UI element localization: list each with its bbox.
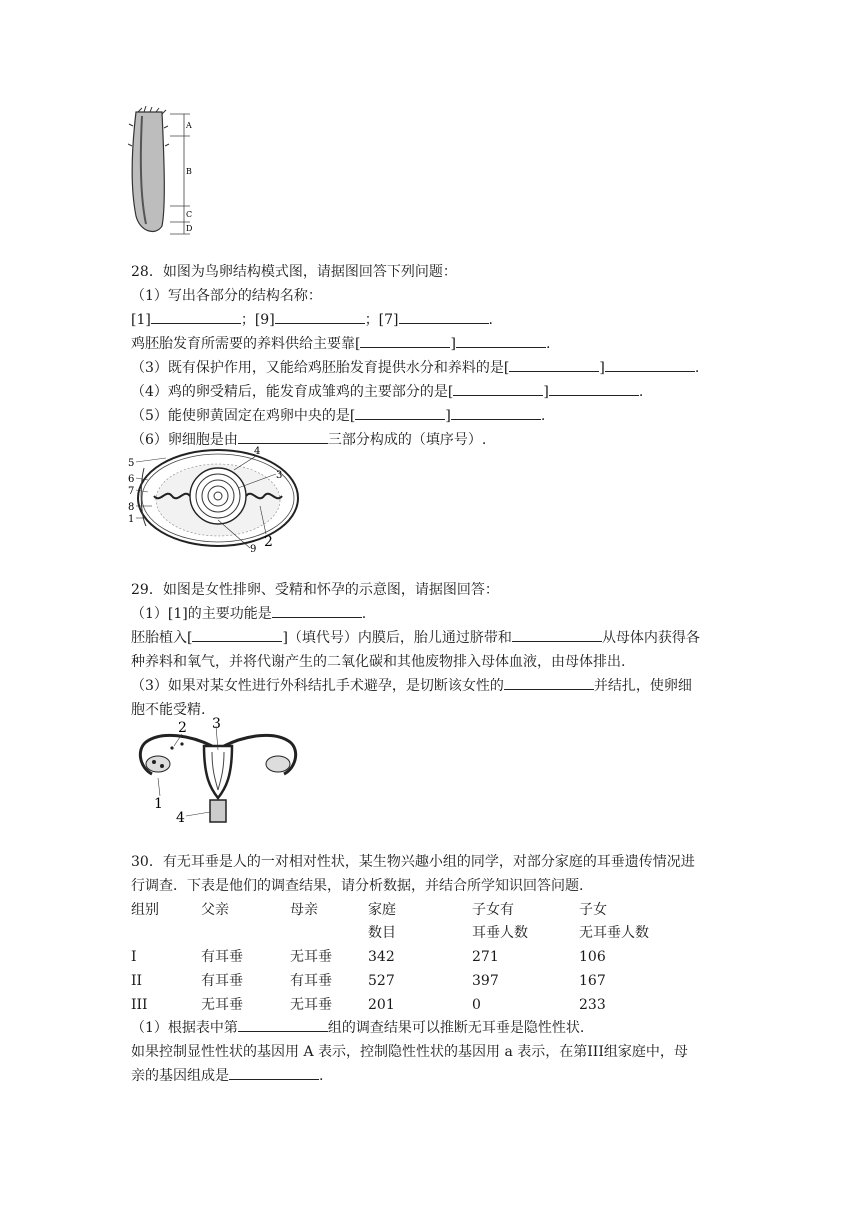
q28-title: 28．如图为鸟卵结构模式图，请据图回答下列问题：	[131, 264, 457, 280]
table-cell: 有耳垂	[290, 973, 332, 989]
answer-blank[interactable]	[399, 309, 489, 324]
label-4: 4	[254, 446, 261, 457]
label-5: 5	[128, 458, 135, 469]
answer-blank[interactable]	[151, 309, 241, 324]
answer-blank[interactable]	[355, 405, 445, 420]
answer-blank[interactable]	[272, 603, 362, 618]
table-cell: 106	[579, 949, 606, 965]
table-cell: 233	[579, 997, 606, 1013]
label-c: C	[186, 210, 193, 219]
label-7: 7	[128, 486, 135, 497]
q28-line3: 鸡胚胎发育所需要的养料供给主要靠[ ] .	[131, 333, 550, 355]
egg-yolk	[190, 468, 246, 524]
label-4: 4	[176, 810, 185, 826]
answer-blank[interactable]	[605, 357, 695, 372]
label-2: 2	[178, 720, 187, 736]
answer-blank[interactable]	[512, 627, 602, 642]
answer-blank[interactable]	[275, 309, 365, 324]
q28-line1: （1）写出各部分的结构名称：	[131, 288, 322, 304]
col-header-father: 父亲	[201, 902, 229, 918]
table-cell: 271	[472, 949, 499, 965]
q28-line6: （5）能使卵黄固定在鸡卵中央的是[ ] .	[131, 405, 545, 427]
q29-line4: （3）如果对某女性进行外科结扎手术避孕，是切断该女性的 并结扎，使卵细	[131, 675, 692, 697]
table-cell: 397	[472, 973, 499, 989]
answer-blank[interactable]	[456, 333, 546, 348]
label-6: 6	[128, 474, 135, 485]
label-1: 1	[154, 796, 163, 812]
ovary-right	[266, 756, 290, 772]
q29-line1: （1）[1]的主要功能是 .	[131, 603, 366, 625]
ovary-left	[146, 756, 170, 772]
col-header-group: 组别	[131, 902, 159, 918]
table-cell: 527	[368, 973, 395, 989]
q30-answer3: 亲的基因组成是 .	[131, 1065, 323, 1087]
answer-blank[interactable]	[504, 675, 594, 690]
table-cell: 0	[472, 997, 481, 1013]
answer-blank[interactable]	[238, 429, 328, 444]
label-8: 8	[128, 502, 135, 513]
q29-line5: 胞不能受精.	[131, 702, 206, 718]
answer-blank[interactable]	[192, 627, 282, 642]
q29-line3: 种养料和氧气，并将代谢产生的二氧化碳和其他废物排入母体血液，由母体排出.	[131, 654, 626, 670]
label-d: D	[186, 224, 193, 233]
answer-blank[interactable]	[360, 333, 450, 348]
table-cell: 201	[368, 997, 395, 1013]
col-header-families: 家庭	[368, 902, 396, 918]
col-header-with-lobe-2: 耳垂人数	[472, 925, 528, 941]
q29-line2: 胚胎植入[ ]（填代号）内膜后，胎儿通过脐带和 从母体内获得各	[131, 627, 700, 649]
label-a: A	[186, 121, 192, 130]
answer-blank[interactable]	[451, 405, 541, 420]
label-3: 3	[276, 470, 283, 481]
q30-answer2: 如果控制显性性状的基因用 A 表示，控制隐性性状的基因用 a 表示，在第III组家庭中，母	[131, 1044, 688, 1060]
table-cell: 342	[368, 949, 395, 965]
uterus	[204, 746, 232, 798]
label-9: 9	[250, 544, 257, 555]
table-cell: II	[131, 973, 143, 989]
label-3: 3	[212, 716, 221, 732]
table-cell: 无耳垂	[290, 997, 332, 1013]
label-1: 1	[128, 514, 135, 525]
q28-line2: [1] ；[9] ；[7] .	[131, 309, 493, 331]
q30-answer1: （1）根据表中第 组的调查结果可以推断无耳垂是隐性性状.	[131, 1017, 584, 1039]
answer-blank[interactable]	[509, 357, 599, 372]
table-cell: 无耳垂	[290, 949, 332, 965]
table-cell: 有耳垂	[201, 949, 243, 965]
egg-structure-figure	[126, 444, 306, 556]
q30-line1: 30．有无耳垂是人的一对相对性状，某生物兴趣小组的同学，对部分家庭的耳垂遗传情况进	[131, 854, 695, 870]
label-2: 2	[264, 534, 273, 550]
q28-line5: （4）鸡的卵受精后，能发育成雏鸡的主要部分的是[ ] .	[131, 381, 643, 403]
answer-blank[interactable]	[453, 381, 543, 396]
col-header-without-lobe-2: 无耳垂人数	[579, 925, 649, 941]
label-b: B	[186, 167, 192, 176]
q28-line7: （6）卵细胞是由 三部分构成的（填序号）.	[131, 429, 486, 451]
table-cell: III	[131, 997, 148, 1013]
root-tip-figure	[128, 106, 208, 238]
table-cell: 167	[579, 973, 606, 989]
table-cell: I	[131, 949, 137, 965]
col-header-with-lobe: 子女有	[472, 902, 514, 918]
col-header-families-2: 数目	[368, 925, 396, 941]
q28-line4: （3）既有保护作用，又能给鸡胚胎发育提供水分和养料的是[ ] .	[131, 357, 699, 379]
q30-line2: 行调查．下表是他们的调查结果，请分析数据，并结合所学知识回答问题.	[131, 878, 584, 894]
table-cell: 有耳垂	[201, 973, 243, 989]
answer-blank[interactable]	[229, 1065, 319, 1080]
table-cell: 无耳垂	[201, 997, 243, 1013]
female-reproductive-figure	[132, 716, 302, 826]
answer-blank[interactable]	[238, 1017, 328, 1032]
col-header-without-lobe: 子女	[579, 902, 607, 918]
answer-blank[interactable]	[549, 381, 639, 396]
root-outline	[132, 112, 164, 231]
vagina	[210, 800, 226, 822]
q29-title: 29．如图是女性排卵、受精和怀孕的示意图，请据图回答：	[131, 582, 499, 598]
col-header-mother: 母亲	[290, 902, 318, 918]
